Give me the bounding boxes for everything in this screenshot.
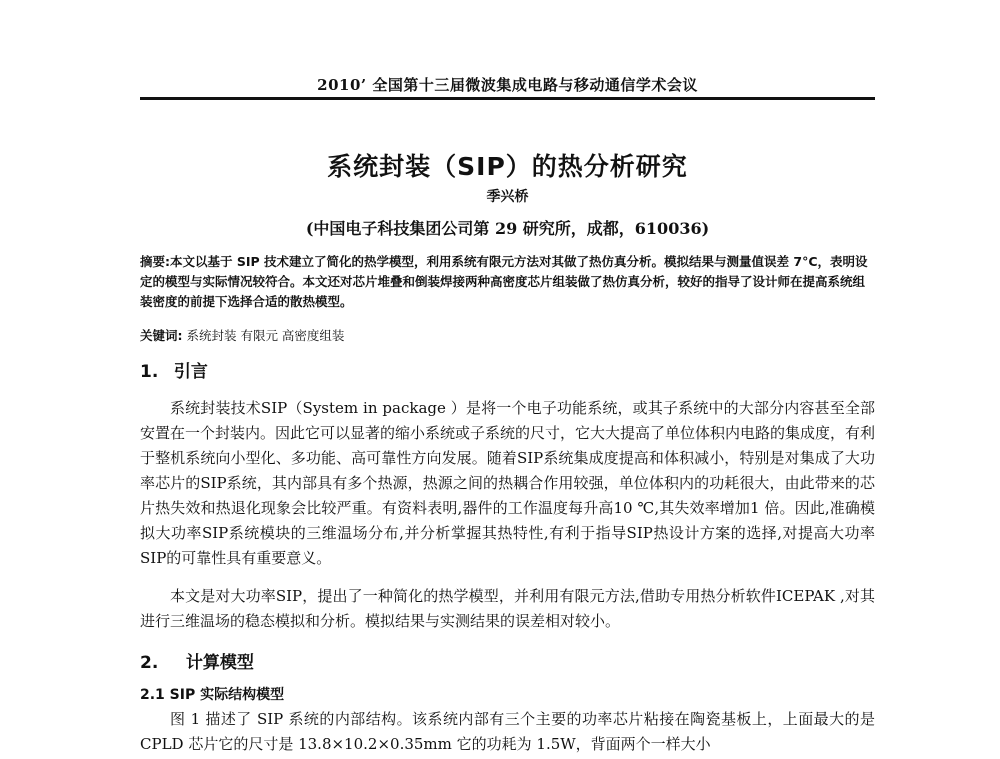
section-2-heading [140,648,875,673]
section-2-title: 计算模型 [185,653,254,673]
section-1-paragraph-1: 系统封装技术SIP（System in package ）是将一个电子功能系统，或其子系统中的大部分内容甚至全部安置在一个封装内。因此它可以显著的缩小系统或子系统的尺寸，它大大提高了单位体积内电路的集成度，有利于整机系统向小型化、多功能、高可靠性方向发展。随着SIP系统集成度提高和体积减小，特别是对集成了大功率芯片的SIP系统，其内部具有多个热源，热源之间的热耦合作用较强，单位体积内的功耗很大，由此带来的芯片热失效和热退化现象会比较严重。有资料表明,器件的工作温度每升高10 ℃,其失效率增加1 倍。因此,准确模拟大功率SIP系统模块的三维温场分布,并分析掌握其热特性,有利于指导SIP热设计方案的选择,对提高大功率SIP的可靠性具有重要意义。 [140,399,876,567]
abstract-label: 摘要: [140,254,170,269]
abstract-text: 本文以基于 SIP 技术建立了简化的热学模型，利用系统有限元方法对其做了热仿真分析。模拟结果与测量值误差 7°C，表明设定的模型与实际情况较符合。本文还对芯片堆叠和倒装焊接两种高密度芯片组装做了热仿真分析，较好的指导了设计师在提高系统组装密度的前提下选择合适的散热模型。 [140,254,868,309]
section-1-title: 引言 [173,362,208,382]
header-rule [140,97,875,100]
subsection-2-1-paragraph: 图 1 描述了 SIP 系统的内部结构。该系统内部有三个主要的功率芯片粘接在陶瓷基板上，上面最大的是 CPLD 芯片它的尺寸是 13.8×10.2×0.35mm 它的功耗为 1.5W，背面两个一样大小 [140,710,875,753]
keywords-label: 关键词: [140,328,183,343]
abstract-block [140,252,875,312]
paper-author: 季兴桥 [486,189,529,205]
section-2-number: 2. [140,653,159,673]
keywords-text: 系统封装 有限元 高密度组装 [186,328,345,343]
subsection-2-1-heading: 2.1 SIP 实际结构模型 [140,687,285,703]
running-header: 2010’ 全国第十三届微波集成电路与移动通信学术会议 [317,76,698,94]
keywords-block [140,326,875,344]
section-1-heading [140,357,875,382]
paper-affiliation: (中国电子科技集团公司第 29 研究所，成都，610036) [305,219,710,238]
section-1-number: 1. [140,362,159,382]
section-1-paragraph-2: 本文是对大功率SIP，提出了一种简化的热学模型，并利用有限元方法,借助专用热分析软件ICEPAK ,对其进行三维温场的稳态模拟和分析。模拟结果与实测结果的误差相对较小。 [140,587,875,630]
paper-title: 系统封装（SIP）的热分析研究 [327,152,688,181]
